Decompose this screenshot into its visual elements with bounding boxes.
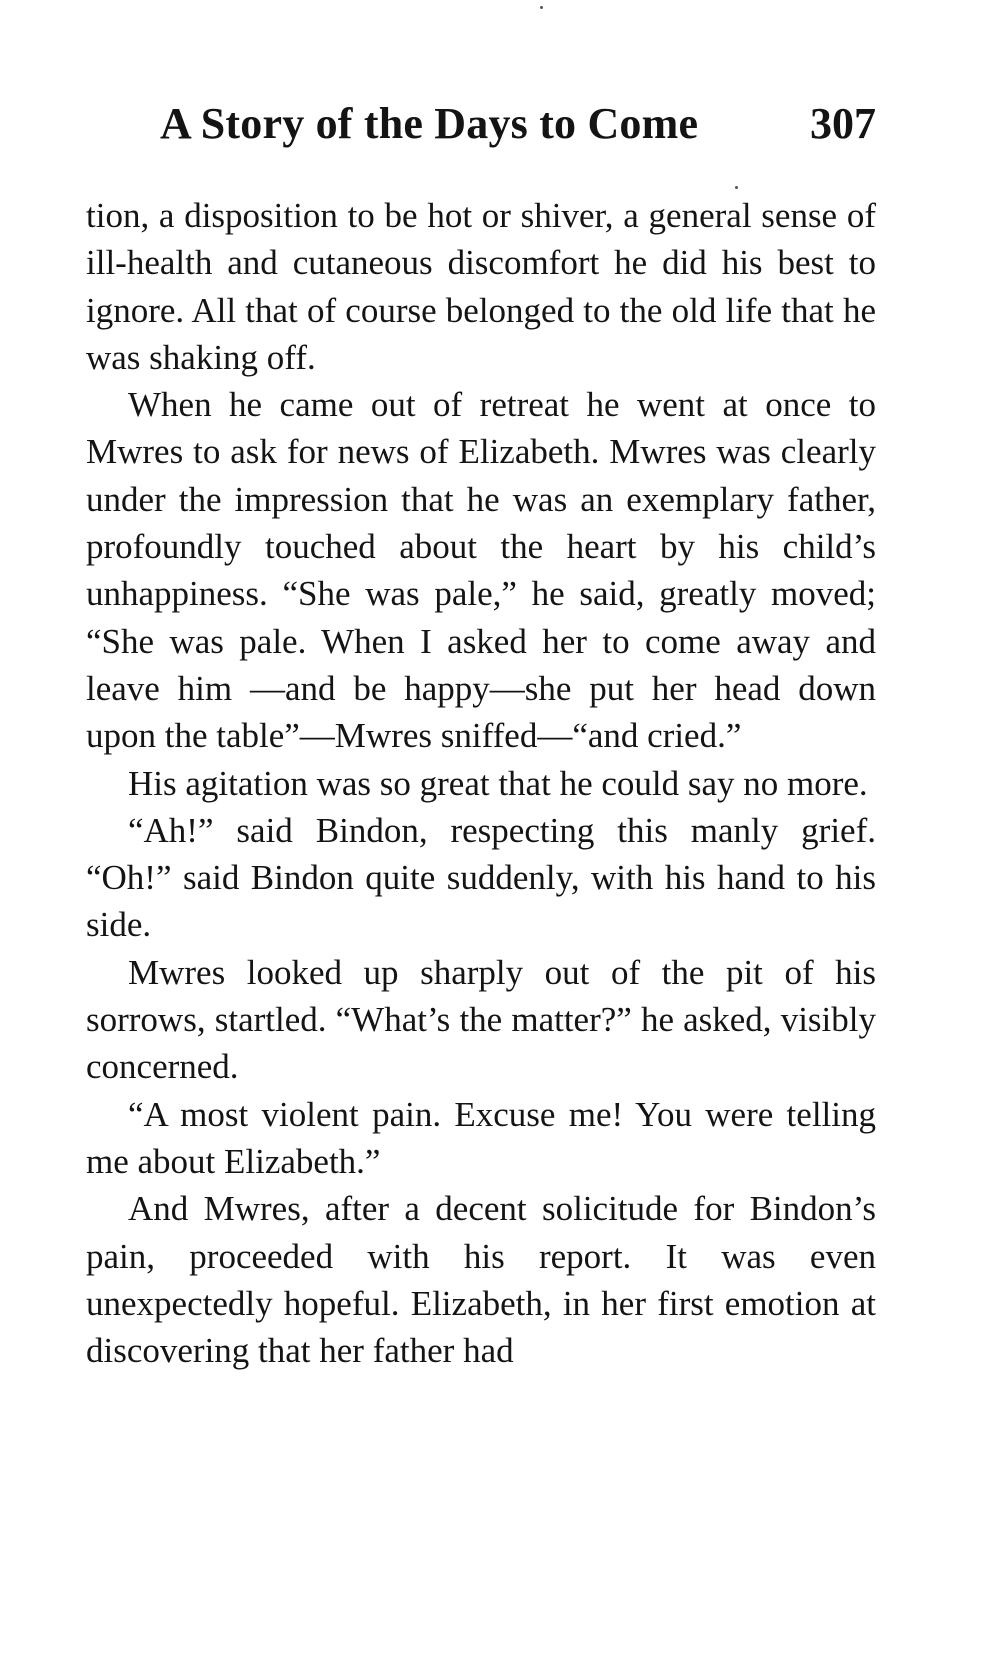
paragraph: When he came out of retreat he went at once to Mwres to ask for news of Elizabeth. Mwres was clearly under the impression that he was an exemplary father, profoundly touched about the heart by his child’s unhappiness. “She was pale,” he said, greatly moved; “She was pale. When I asked her to come away and leave him —and be happy—she put her head down upon the table”—Mwres sniffed—“and cried.” <box>86 385 876 756</box>
running-title: A Story of the Days to Come <box>160 99 699 148</box>
body-text <box>86 192 876 1374</box>
print-speck <box>735 186 738 189</box>
paragraph: Mwres looked up sharply out of the pit of his sorrows, startled. “What’s the matter?” he asked, visibly concerned. <box>86 952 876 1087</box>
paragraph: And Mwres, after a decent solicitude for Bindon’s pain, proceeded with his report. It was even unexpectedly hopeful. Elizabeth, in her first emotion at discovering that her father had <box>86 1189 876 1371</box>
print-speck <box>540 6 543 9</box>
paragraph-continued: tion, a disposition to be hot or shiver, a general sense of ill-health and cutaneous discomfort he did his best to ignore. All that of course belonged to the old life that he was shaking off. <box>86 196 876 377</box>
page-number: 307 <box>810 99 876 148</box>
paragraph: “A most violent pain. Excuse me! You were telling me about Elizabeth.” <box>86 1094 876 1181</box>
paragraph: “Ah!” said Bindon, respecting this manly grief. “Oh!” said Bindon quite suddenly, with his hand to his side. <box>86 810 876 945</box>
page-header <box>160 98 876 162</box>
paragraph: His agitation was so great that he could say no more. <box>128 763 868 803</box>
